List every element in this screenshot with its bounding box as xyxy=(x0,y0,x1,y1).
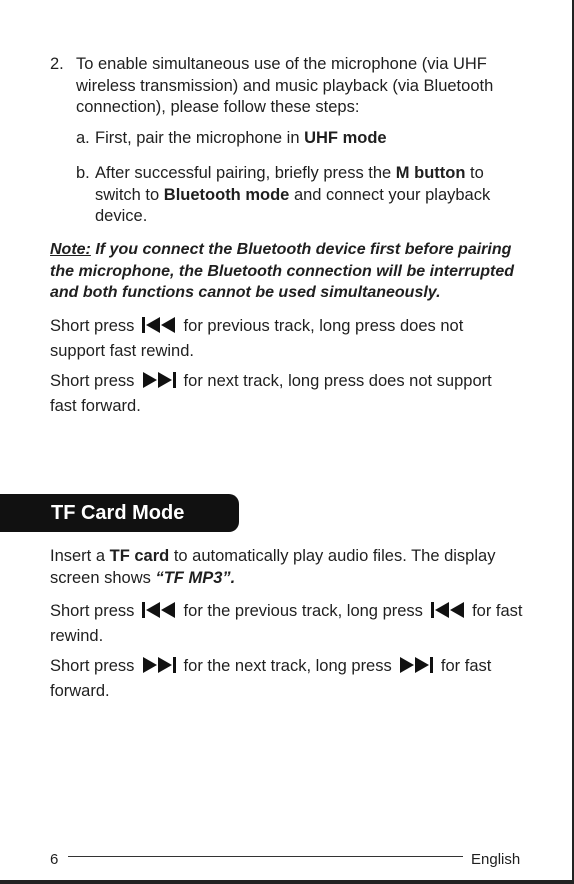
tf-card-term: TF card xyxy=(109,547,170,565)
step-2-text: To enable simultaneous use of the microphone (via UHF wireless transmission) and music playback (via Bluetooth connection), please follow these steps: xyxy=(76,55,494,116)
footer-divider xyxy=(68,856,463,857)
note-label: Note: xyxy=(50,241,91,258)
next-track-paragraph: Short press for next track, long press does not support fast forward. xyxy=(50,372,492,415)
uhf-mode-term: UHF mode xyxy=(304,129,387,147)
tf-card-intro: Insert a TF card to automatically play audio files. The display screen shows “TF MP3”. xyxy=(50,547,496,587)
previous-track-icon xyxy=(141,316,177,341)
m-button-term: M button xyxy=(395,164,466,182)
section-banner xyxy=(0,494,239,532)
next-track-icon xyxy=(141,656,177,681)
note-paragraph: Note: If you connect the Bluetooth device first before pairing the microphone, the Bluetooth connection will be interrupted and both functions cannot be used simultaneously. xyxy=(50,241,515,301)
sub-step-a-text: First, pair the microphone in UHF mode xyxy=(95,129,387,147)
sub-step-b-marker: b. xyxy=(76,164,90,182)
page-number: 6 xyxy=(50,851,59,868)
footer-language: English xyxy=(471,851,521,868)
tf-next-track-paragraph: Short press for the next track, long press for fast forward. xyxy=(50,657,492,700)
previous-track-icon xyxy=(141,601,177,626)
sub-step-a-marker: a. xyxy=(76,129,90,147)
previous-track-paragraph: Short press for previous track, long press does not support fast rewind. xyxy=(50,317,464,360)
previous-track-icon xyxy=(430,601,466,626)
section-title: TF Card Mode xyxy=(51,502,185,524)
sub-step-b-text: After successful pairing, briefly press the M button to switch to Bluetooth mode and connect your playback device. xyxy=(95,164,491,225)
tf-previous-track-paragraph: Short press for the previous track, long press for fast rewind. xyxy=(50,602,523,645)
bluetooth-mode-term: Bluetooth mode xyxy=(163,185,290,204)
step-2-number: 2. xyxy=(50,55,64,73)
tf-mp3-display-text: “TF MP3”. xyxy=(155,568,236,587)
next-track-icon xyxy=(398,656,434,681)
next-track-icon xyxy=(141,371,177,396)
